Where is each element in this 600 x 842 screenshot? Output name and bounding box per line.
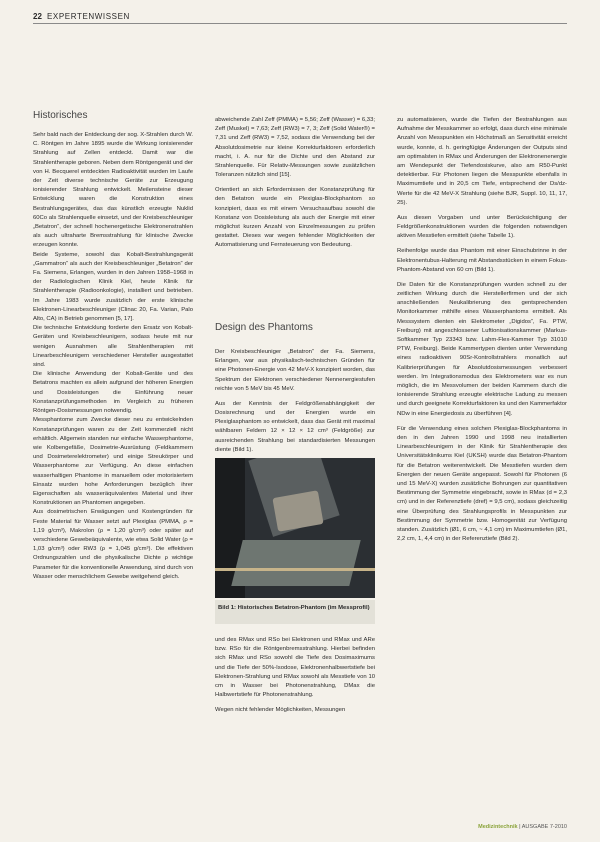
paragraph: Für die Verwendung eines solchen Plexiglas-Blockphantoms in den in den Jahren 1990 und 1998 neu installierten Linearbeschleunigern in der Klinik für Strahlentherapie des Universitätsklinikums Kiel (UKSH) wurde das Betatron-Phantom für die Betatron weiterentwickelt. Die Messtiefen wurden dem Energien der neuen Geräte angepasst. Sowohl für Photonen (6 und 15 MeV-X) wurden zusätzliche Bohrungen zur quantitativen Bestimmung der Symmetrie eingebracht, sowie in RMax (d = 2,3 cm) und in der Referenztiefe (dref) = 9,5 cm), sodass gleichzeitig eine Überprüfung des Strahlungsprofils in Messpunkten zur Bestimmung der Symmetrie bzw. Homogenität zur Verfügung standen. Zusätzlich (Ø1, 6 cm, ~ 4,1 cm) im Maximumtiefen (Ø1, 2,2 cm, 1, 4,4 cm) in der Referenztiefe (Bild 2). (397, 425, 567, 543)
paragraph: Reihenfolge wurde das Phantom mit einer Einschubrinne in der Elektronentubus-Halterung mit Abstandsstücken in einem Fokus-Phantom-Abstand von 60 cm (Bild 1). (397, 248, 567, 273)
paragraph: Wegen nicht fehlender Möglichkeiten, Messungen (215, 707, 346, 714)
paragraph: Die Daten für die Konstanzprüfungen wurden schnell zu der zeitlichen Wirkung durch die Herstellerfirmen und der sich anschließenden Neukalibrierung des gentsprechenden Monitorkammer mithilfe eines Wasserphantoms ermittelt. Als Messsystem dienten ein Elektrometer „Digidos“, Fa. PTW, Freiburg) mit angeschlossener Luftionisationskammer (Markus-Softkammer Typ 23343 bzw. Lahm-Flex-Kammer Typ 31010 PTW, Freiburg). Beide Kammertypen dienten unter Verwendung eines radioaktiven 90Sr-Kontrollstrahlers monatlich auf Kalibrierprüfungen für Absolutdosismessungen verbessert werden. Im Integrationsmodus des Elektrometers war es nun möglich, die im Messvolumen der beiden Kammern durch die ionisierende Strahlung erzeugte elektrische Ladung zu messen und durch geeignete Korrekturfaktoren ks und den Kammerfaktor NDw in eine Energiedosis zu überführen [4]. (397, 281, 567, 417)
paragraph: abweichende Zahl Zeff (PMMA) = 5,56; Zeff (Wasser) = 6,33; Zeff (Muskel) = 7,63; Zeff (RW3) = 7, 3; Zeff (Solid Water®) = 7,31 und Zeff (RW3) = 7,52, sodass die Verwendung bei der Absolutdosimetrie nur kleine Korrekturfaktoren erforderlich macht, i. A. nur für die Dichte und den Abstand zur Strahlenquelle. Für Relativ-Messungen sowie zusätzlichen Toleranzen nützlich sind [15]. (215, 116, 375, 179)
paragraph: Aus diesen Vorgaben und unter Berücksichtigung der Feldgrößenkonstruktionen wurden die folgenden notwendigen aktiven Messtiefen ermittelt (siehe Tabelle 1). (397, 214, 567, 240)
paragraph: und des RMax und RSo bei Elektronen und RMax und ARe bzw. RSo für die Röntgenbremsstrahlung. Hierbei befinden sich RMax und RSo sowohl die Tiefe des Dosimaximums und die Tiefe der 50%-Isodose, Elektronenhalbwertstiefe bei Elektronen-Strahlung und RMax sowohl als Messtiefe von 10 cm in Wasser bei Photonenstrahlung, DMax die Halbwertstiefe für Photonenstrahlung. (215, 636, 375, 699)
paragraph: Messphantome zum Zwecke dieser neu zu entwickelnden Konstanzprüfungen waren zu der Zeit kommerziell nicht erhältlich. Allgemein standen nur einfache Wasserphantome, wie Kolbengefäße, Dosimetrie-Ausrüstung (Feldkammern und Dosimeterelektrometer) und einige Streukörper und Wasserphantome zur Verfügung. An diese einfachen wasserhaltigen Phantome in manuellem oder motorisiertem Einsatz wurden hohe Anforderungen bezüglich ihrer Eigenschaften als wasseräquivalentes Material und ihrer Konstruktionen an Phantomen angegeben. (33, 417, 193, 507)
page-number: 22 (33, 12, 42, 21)
paragraph: Der Kreisbeschleuniger „Betatron“ der Fa. Siemens, Erlangen, war aus physikalisch-technischen Gründen für eine Photonen-Energie von 42 MeV-X konzipiert worden, das Spektrum der Elektronen verschiedener Nennenergiestufen reichte von 5 MeV bis 45 MeV. (215, 348, 375, 392)
column-3 (397, 110, 567, 550)
column-2-top (215, 110, 375, 257)
header-rule (33, 23, 567, 24)
column-2-heading (215, 322, 375, 343)
figure-caption: Bild 1: Historisches Betatron-Phantom (im Messprofil) (215, 600, 375, 624)
paragraph: Orientiert an sich Erfordernissen der Konstanzprüfung für den Betatron wurde ein Plexiglas-Blockphantom so konzipiert, dass es mit einem Versuchsaufbau sowohl die Konstanz von Dosisleistung als auch der Energie mit einer möglichst kurzen Anzahl von Einzelmessungen zu prüfen gestattet. Dieses war wegen fehlender Möglichkeiten der Automatisierung und Fernsteuerung von Bedeutung. (215, 187, 375, 249)
paragraph: Sehr bald nach der Entdeckung der sog. X-Strahlen durch W. C. Röntgen im Jahre 1895 wurde die Wirkung ionisierender Strahlung auf Zellen entdeckt. Damit war die Strahlentherapie geboren. Neben dem Röntgengerät und der von H. Becquerel entdeckten Radioaktivität wurden im Laufe der Zeit diverse technische Geräte zur Erzeugung ionisierender Strahlung entwickelt. Meilensteine dieser Entwicklung waren die Konstruktion eines Bestrahlungsgerätes, das das künstlich erzeugte Nuklid 60Co als Strahlenquelle einsetzt, und der Kreisbeschleuniger „Betatron“, der schnell hochenergetische Elektronenstrahlen als auch ultraharte Bremsstrahlung für klinische Zwecke erzeugen konnte. (33, 132, 193, 249)
issue-label: | AUSGABE 7-2010 (519, 824, 567, 830)
page-footer (430, 824, 567, 834)
publication-name: Medizintechnik (478, 824, 518, 830)
column-1 (33, 110, 193, 582)
page-header (33, 10, 567, 24)
heading-historisches: Historisches (33, 110, 88, 121)
column-2-bottom (215, 630, 375, 721)
paragraph: Aus dosimetrischen Erwägungen und Kostengründen für Feste Material für Wasser setzt auf Plexiglas (PMMA, ρ = 1,19 g/cm³), Makrolon (ρ = 1,20 g/cm³) oder später auf verschiedene Gewebeäquivalente, wie etwa Solid Water (ρ = 1,03 g/cm³) oder RW3 (ρ = 1,045 g/cm³). Die effektiven Ordnungszahlen und die physikalische Dichte ρ wichtige Parameter für die konventionelle Anwendung, sind durch von Wasser oder menschlichem Gewebe weitgehend gleich. (33, 509, 193, 580)
paragraph: zu automatisieren, wurde die Tiefen der Bestrahlungen aus Aufnahme der Messkammer so erfolgt, dass durch eine minimale Anzahl von Messpunkten ein Höchstmaß an Sensitivität erreicht wurde, konnte, d. h. geringfügige Änderungen der Outputs sind am optimalsten in RMax und Änderungen der Elektronenenergie am Wendepunkt der Tiefendosiskurve, also am R50-Punkt detektierbar. Für Photonen liegen die Messpunkte ebenfalls in Maximumtiefe und in 20,5 cm Tiefe, entsprechend der Ds/dz-Werte für die 42 MeV-X Strahlung (siehe BJR, Suppl. 10, 11, 17, 25). (397, 116, 567, 206)
paragraph: Die technische Entwicklung forderte den Ersatz von Kobalt-Geräten und Kreisbeschleunigern, sodass heute mit nur wenigen Ausnahmen alle Strahlentherapien mit Linearbeschleunigern verschiedener Hersteller ausgestattet sind. (33, 325, 193, 369)
paragraph: Die klinische Anwendung der Kobalt-Geräte und des Betatrons machten es allein aufgrund der höheren Energien und Dosisleistungen die Einführung neuer Konstanzprüfungsmethoden im Vergleich zu früheren Röntgen-Dosismessungen notwendig. (33, 371, 193, 415)
figure-betatron-phantom-photo (215, 458, 375, 598)
section-title: EXPERTENWISSEN (47, 12, 130, 21)
paragraph: Aus der Kenntnis der Feldgrößenabhängigkeit der Dosisrechnung und der Energien wurde ein Plexiglasphantom so entwickelt, dass das Gerät mit maximal wählbaren Feldern 12 × 12 × 12 cm³ (Feldgröße) zur ausreichenden Strahlung bei standardisierten Messungen diente (Bild 1). (215, 400, 375, 453)
paragraph: Beide Systeme, sowohl das Kobalt-Bestrahlungsgerät „Gammatron“ als auch der Kreisbeschleuniger „Betatron“ der Fa. Siemens, Erlangen, wurden in den Jahren 1958–1968 in der Radiologischen Klinik Kiel, heute Klinik für Strahlentherapie (Radioonkologie), installiert und betrieben. Im Jahre 1983 wurde zusätzlich der erste klinische Elektronen-Linearbeschleuniger (Clinac 20, Fa. Varian, Palo Alto, CA) in Betrieb genommen [5, 17]. (33, 251, 193, 323)
heading-design: Design des Phantoms (215, 322, 313, 333)
